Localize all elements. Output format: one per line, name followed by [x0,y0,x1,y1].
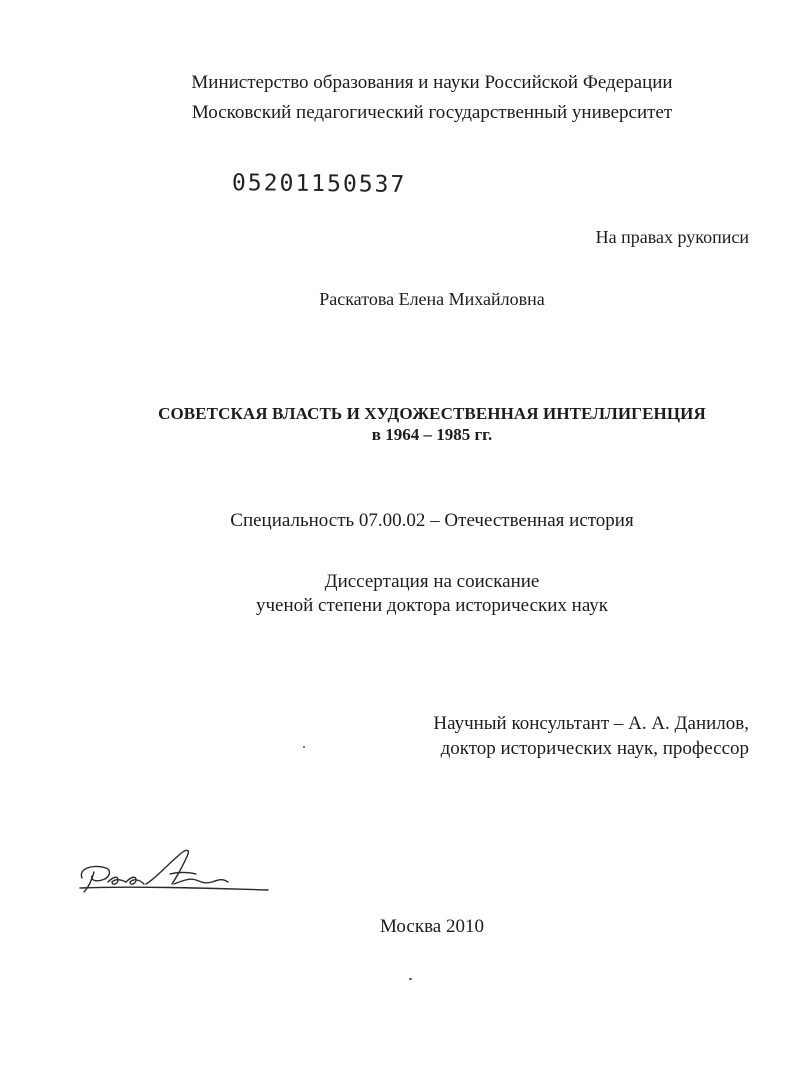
author-name: Раскатова Елена Михайловна [319,289,545,309]
rights-note: На правах рукописи [595,227,749,247]
scan-speck [303,746,305,748]
specialty-line: Специальность 07.00.02 – Отечественная история [230,510,634,531]
dissertation-title: СОВЕТСКАЯ ВЛАСТЬ И ХУДОЖЕСТВЕННАЯ ИНТЕЛЛИГЕНЦИЯ [158,404,706,423]
archive-stamp-number: 05201150537 [231,170,407,198]
ministry-heading: Министерство образования и науки Российской Федерации [191,72,673,93]
university-heading: Московский педагогический государственный университет [191,102,673,123]
degree-line-1: Диссертация на соискание [324,571,540,592]
handwritten-signature [72,838,282,908]
dissertation-years: в 1964 – 1985 гг. [371,425,493,444]
scan-speck [409,978,412,980]
consultant-line-2: доктор исторических наук, профессор [440,738,749,759]
city-year: Москва 2010 [380,916,484,937]
degree-line-2: ученой степени доктора исторических наук [255,595,609,616]
consultant-line-1: Научный консультант – А. А. Данилов, [433,713,749,734]
